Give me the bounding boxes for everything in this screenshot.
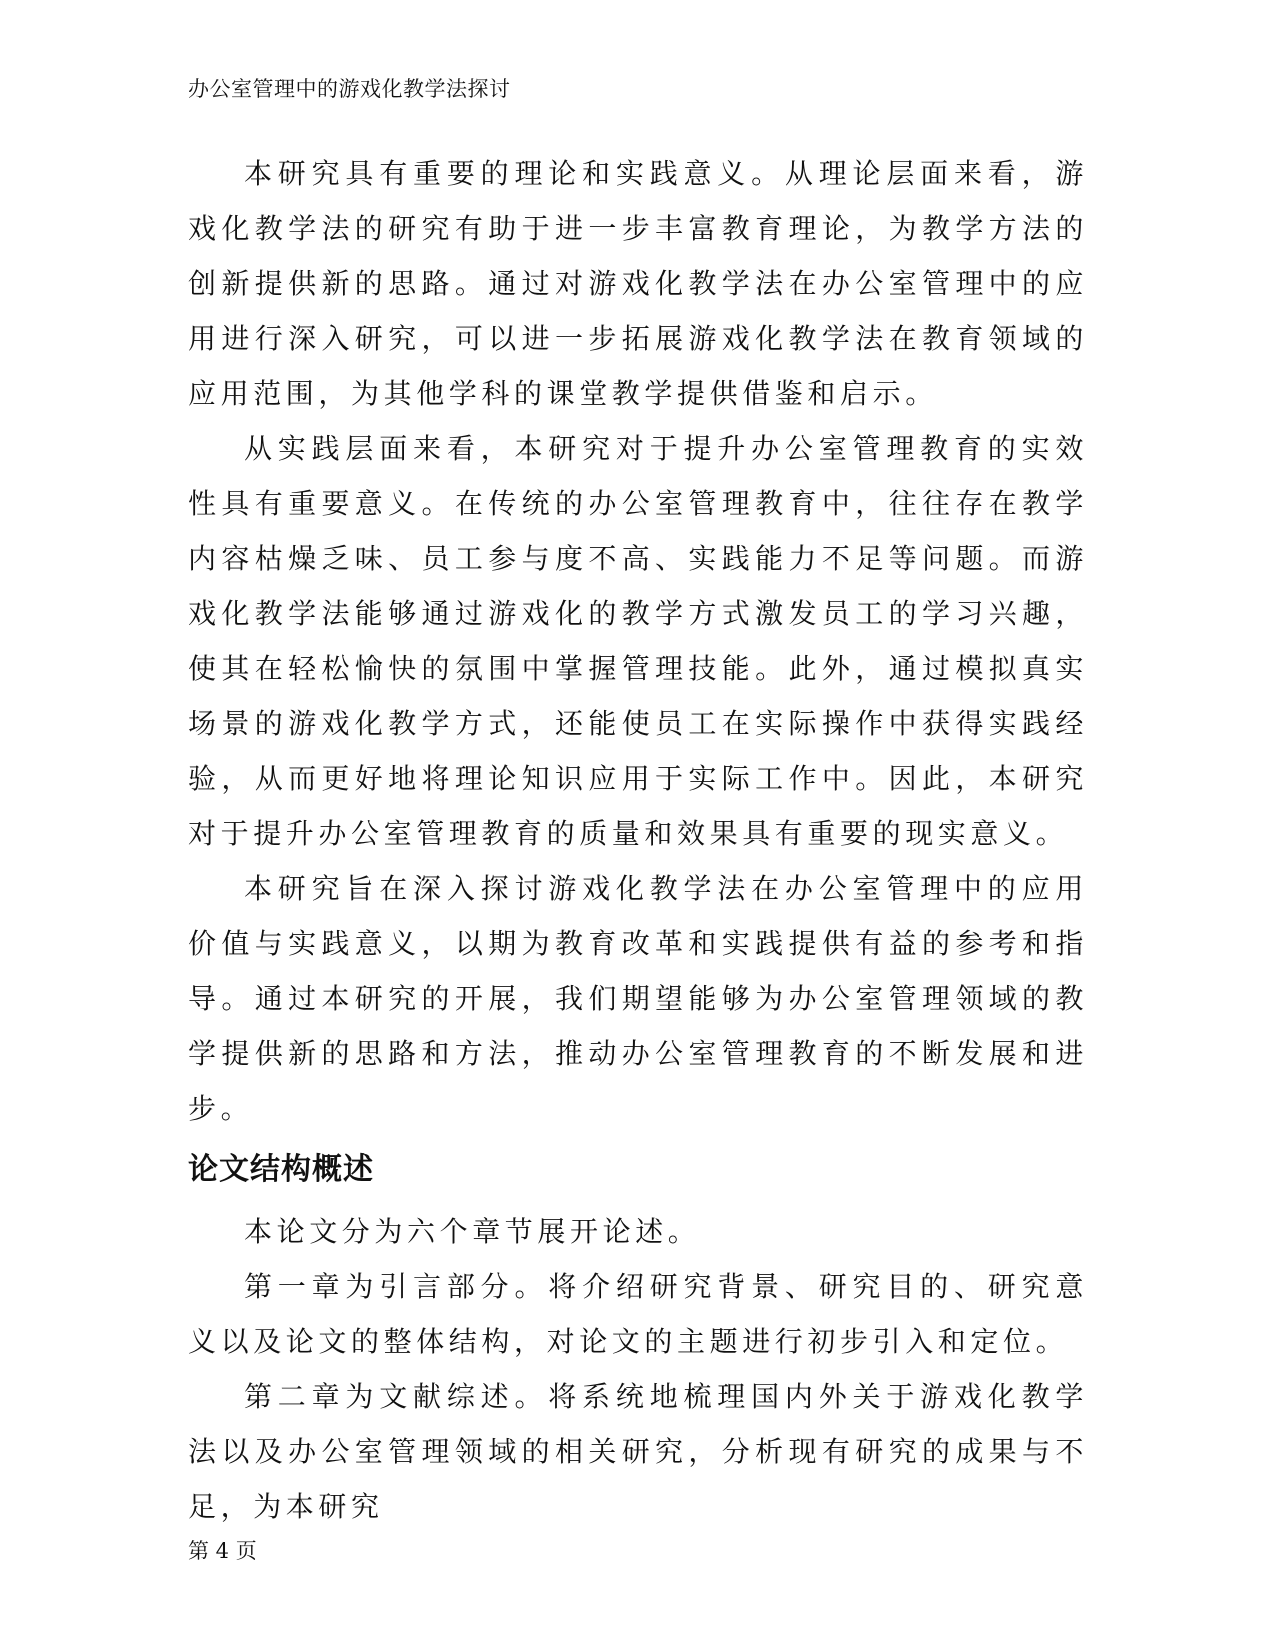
paragraph-chapter-overview: 本论文分为六个章节展开论述。 bbox=[244, 1215, 701, 1248]
paragraph-significance-practice: 从实践层面来看，本研究对于提升办公室管理教育的实效性具有重要意义。在传统的办公室管理教育中，往往存在教学内容枯燥乏味、员工参与度不高、实践能力不足等问题。而游戏化教学法能够通过游戏化的教学方式激发员工的学习兴趣，使其在轻松愉快的氛围中掌握管理技能。此外，通过模拟真实场景的游戏化教学方式，还能使员工在实际操作中获得实践经验，从而更好地将理论知识应用于实际工作中。因此，本研究对于提升办公室管理教育的质量和效果具有重要的现实意义。 bbox=[188, 432, 1088, 850]
document-body bbox=[188, 146, 1088, 1534]
section-heading: 论文结构概述 bbox=[188, 1152, 374, 1187]
paragraph-chapter-two: 第二章为文献综述。将系统地梳理国内外关于游戏化教学法以及办公室管理领域的相关研究，分析现有研究的成果与不足，为本研究 bbox=[188, 1380, 1088, 1523]
running-header: 办公室管理中的游戏化教学法探讨 bbox=[188, 77, 511, 101]
paragraph-research-aim: 本研究旨在深入探讨游戏化教学法在办公室管理中的应用价值与实践意义，以期为教育改革和实践提供有益的参考和指导。通过本研究的开展，我们期望能够为办公室管理领域的教学提供新的思路和方法，推动办公室管理教育的不断发展和进步。 bbox=[188, 872, 1088, 1125]
page-number: 第 4 页 bbox=[188, 1539, 257, 1563]
paragraph-significance-theory: 本研究具有重要的理论和实践意义。从理论层面来看，游戏化教学法的研究有助于进一步丰富教育理论，为教学方法的创新提供新的思路。通过对游戏化教学法在办公室管理中的应用进行深入研究，可以进一步拓展游戏化教学法在教育领域的应用范围，为其他学科的课堂教学提供借鉴和启示。 bbox=[188, 157, 1088, 410]
paragraph-chapter-one: 第一章为引言部分。将介绍研究背景、研究目的、研究意义以及论文的整体结构，对论文的主题进行初步引入和定位。 bbox=[188, 1270, 1088, 1358]
